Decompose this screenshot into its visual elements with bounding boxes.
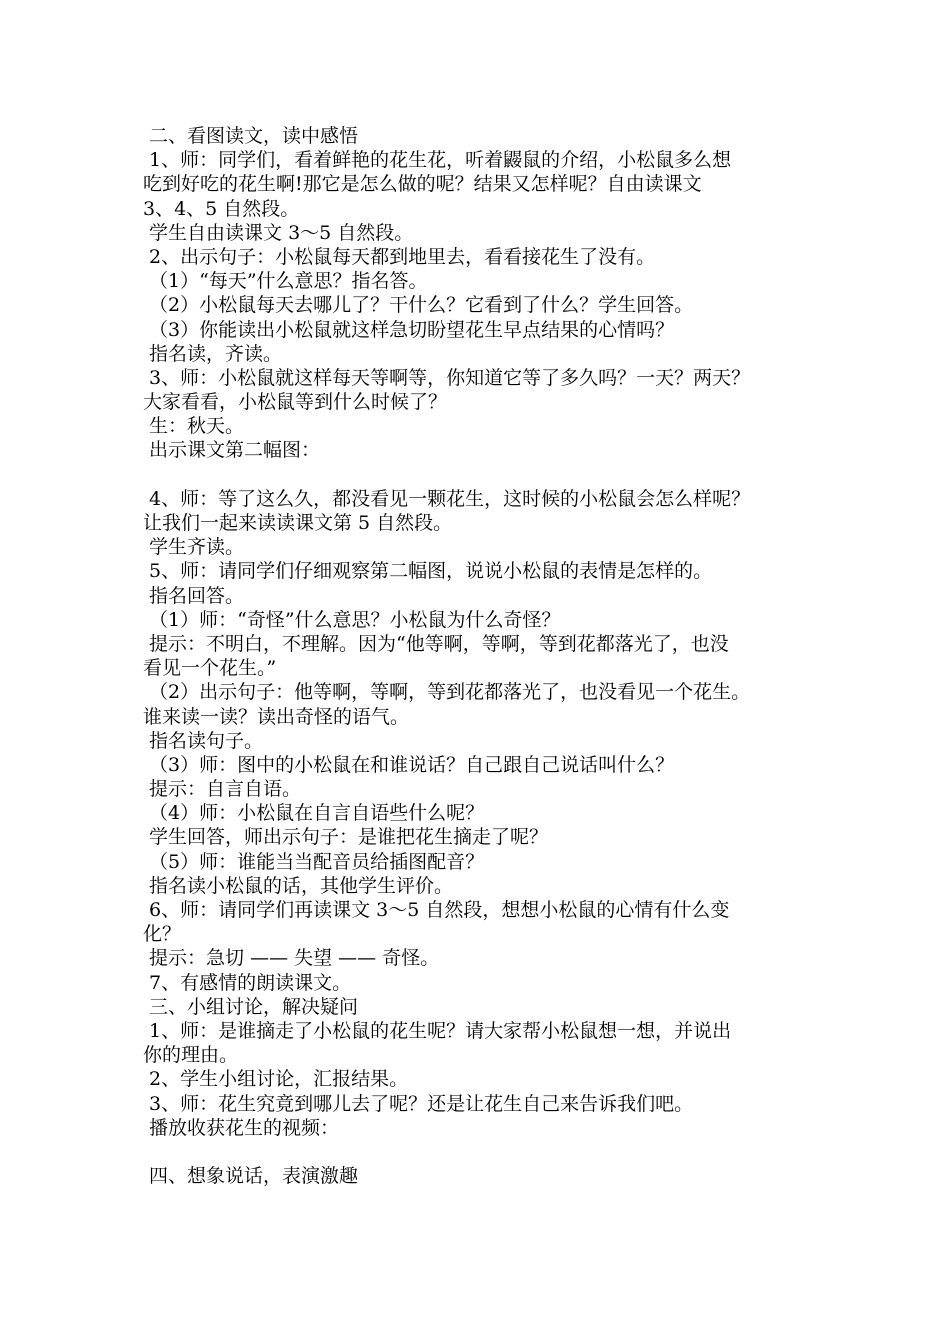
paragraph-line: 6、师：请同学们再读课文 3～5 自然段，想想小松鼠的心情有什么变 <box>143 899 730 921</box>
paragraph-line: 吃到好吃的花生啊!那它是怎么做的呢？结果又怎样呢？自由读课文 <box>143 173 702 196</box>
paragraph-line: （5）师：谁能当当配音员给插图配音？ <box>143 850 485 873</box>
paragraph-line: 谁来读一读？读出奇怪的语气。 <box>143 705 410 728</box>
paragraph-line: 学生自由读课文 3～5 自然段。 <box>143 221 414 244</box>
blank-line <box>143 463 833 487</box>
paragraph-line: 7、有感情的朗读课文。 <box>143 971 352 994</box>
paragraph-line: 2、出示句子：小松鼠每天都到地里去，看看接花生了没有。 <box>143 245 656 268</box>
paragraph-line: 化？ <box>143 923 182 946</box>
paragraph-line: 出示课文第二幅图： <box>143 439 321 462</box>
paragraph-line: 4、师：等了这么久，都没看见一颗花生，这时候的小松鼠会怎么样呢？ <box>143 487 751 510</box>
paragraph-line: 提示：不明白，不理解。因为“他等啊，等啊，等到花都落光了，也没 <box>143 632 729 655</box>
paragraph-line: 提示：急切 —— 失望 —— 奇怪。 <box>143 947 440 970</box>
paragraph-line: 3、师：花生究竟到哪儿去了呢？还是让花生自己来告诉我们吧。 <box>143 1092 694 1115</box>
paragraph-line: 指名回答。 <box>143 584 245 607</box>
paragraph-line: 指名读，齐读。 <box>143 342 283 365</box>
section-heading-2: 二、看图读文，读中感悟 <box>143 125 359 147</box>
paragraph-line: 指名读句子。 <box>143 729 264 752</box>
paragraph-line: （4）师：小松鼠在自言自语些什么呢？ <box>143 802 485 825</box>
paragraph-line: （3）师：图中的小松鼠在和谁说话？自己跟自己说话叫什么？ <box>143 753 675 776</box>
paragraph-line: 学生齐读。 <box>143 536 245 559</box>
paragraph-line: 看见一个花生。” <box>143 657 277 680</box>
section-heading-3: 三、小组讨论，解决疑问 <box>143 995 359 1018</box>
paragraph-line: 你的理由。 <box>143 1044 239 1067</box>
paragraph-line: 3、师：小松鼠就这样每天等啊等，你知道它等了多久吗？一天？两天？ <box>143 366 751 389</box>
paragraph-line: 学生回答，师出示句子：是谁把花生摘走了呢？ <box>143 826 549 849</box>
paragraph-line: （3）你能读出小松鼠就这样急切盼望花生早点结果的心情吗？ <box>143 318 675 341</box>
section-heading-4: 四、想象说话，表演激趣 <box>143 1165 359 1188</box>
paragraph-line: （1）师：“奇怪”什么意思？小松鼠为什么奇怪？ <box>143 608 561 631</box>
paragraph-line: 大家看看，小松鼠等到什么时候了？ <box>143 391 448 414</box>
blank-line <box>143 1140 833 1164</box>
paragraph-line: （1）“每天”什么意思？指名答。 <box>143 270 428 293</box>
paragraph-line: 指名读小松鼠的话，其他学生评价。 <box>143 874 454 897</box>
paragraph-line: （2）小松鼠每天去哪儿了？干什么？它看到了什么？学生回答。 <box>143 294 694 317</box>
document-body <box>143 124 833 1188</box>
paragraph-line: 提示：自言自语。 <box>143 778 302 801</box>
paragraph-line: 2、学生小组讨论，汇报结果。 <box>143 1068 409 1091</box>
paragraph-line: 生：秋天。 <box>143 415 245 438</box>
paragraph-line: 5、师：请同学们仔细观察第二幅图，说说小松鼠的表情是怎样的。 <box>143 560 713 583</box>
paragraph-line: 播放收获花生的视频： <box>143 1116 340 1139</box>
paragraph-line: （2）出示句子：他等啊，等啊，等到花都落光了，也没看见一个花生。 <box>143 681 751 704</box>
paragraph-line: 1、师：是谁摘走了小松鼠的花生呢？请大家帮小松鼠想一想，并说出 <box>143 1019 732 1042</box>
paragraph-line: 3、4、5 自然段。 <box>143 197 300 220</box>
paragraph-line: 1、师：同学们，看着鲜艳的花生花，听着鼹鼠的介绍，小松鼠多么想 <box>143 149 732 172</box>
paragraph-line: 让我们一起来读读课文第 5 自然段。 <box>143 512 453 534</box>
